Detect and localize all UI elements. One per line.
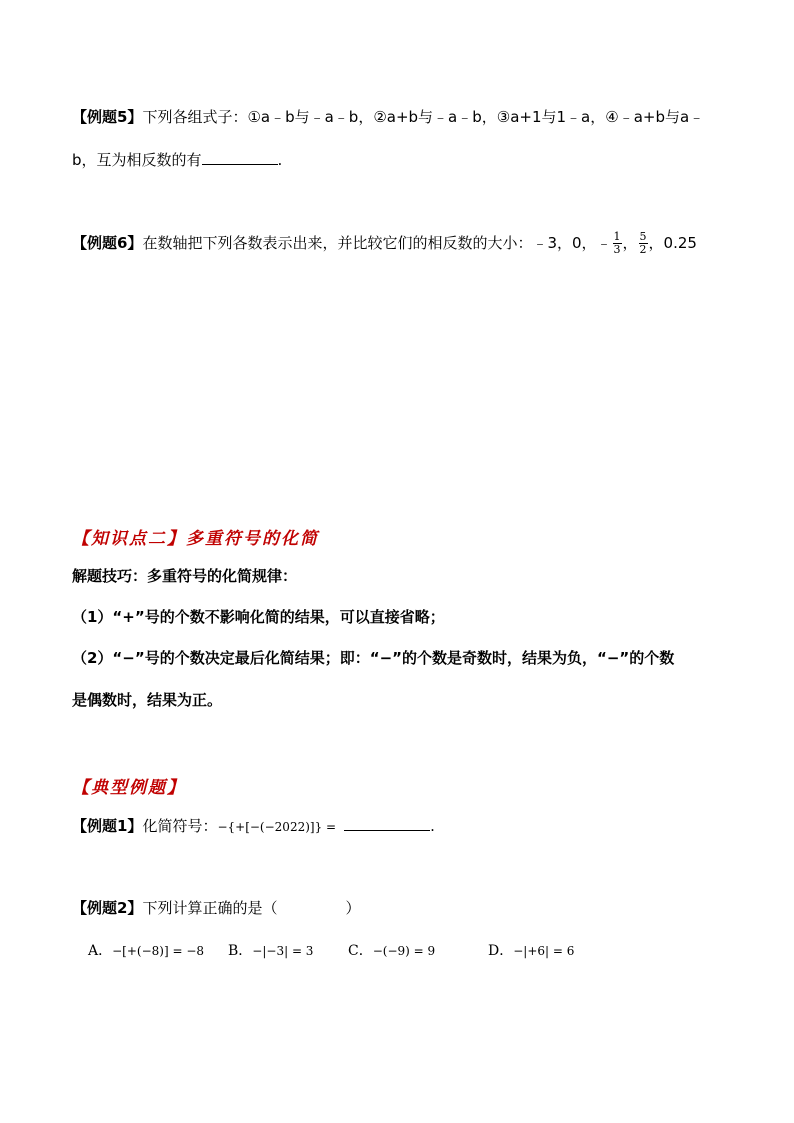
rule-2-line-1: （2）“−”号的个数决定最后化简结果；即：“−”的个数是奇数时，结果为负，“−”的个数 <box>72 649 675 667</box>
example-2-label: 【例题2】 <box>72 899 143 917</box>
fraction-one-third: $\frac{1}{3}$ <box>613 230 621 256</box>
example-6-text: 在数轴把下列各数表示出来，并比较它们的相反数的大小：﹣3，0，﹣ <box>142 234 612 252</box>
fraction-five-halves: $\frac{5}{2}$ <box>639 230 647 256</box>
example-5-label: 【例题5】 <box>72 108 143 126</box>
answer-blank[interactable] <box>344 816 430 831</box>
option-c[interactable]: C．−(−9) = 9 <box>348 943 436 959</box>
period: . <box>277 151 283 169</box>
example-1-line <box>72 815 435 838</box>
example-1-text: 化简符号： <box>142 817 218 835</box>
option-b[interactable]: B．−|−3| = 3 <box>228 943 314 959</box>
example-6-label: 【例题6】 <box>72 234 143 252</box>
example-1-expression: −{+[−(−2022)]} = <box>217 820 337 834</box>
example-6-line: 【例题6】在数轴把下列各数表示出来，并比较它们的相反数的大小：﹣3，0，﹣ $\frac{1}{3}$ ， $\frac{5}{2}$ ，0.25 <box>72 230 697 256</box>
section-heading: 【知识点二】多重符号的化简 <box>72 529 319 549</box>
rule-1: （1）“+”号的个数不影响化简的结果，可以直接省略； <box>72 608 445 626</box>
rule-2-line-2: 是偶数时，结果为正。 <box>72 691 223 709</box>
answer-blank[interactable] <box>202 150 278 165</box>
example-5-line-2 <box>72 149 282 171</box>
example-2-text: 下列计算正确的是（ <box>142 899 278 917</box>
example-6-tail: ，0.25 <box>648 234 697 252</box>
period: . <box>430 817 435 835</box>
example-2-line: 【例题2】下列计算正确的是（ ） <box>72 899 361 917</box>
typical-examples-heading: 【典型例题】 <box>72 778 186 798</box>
example-5-text-cont: b，互为相反数的有 <box>72 151 202 169</box>
example-5-text: 下列各组式子：①a﹣b与﹣a﹣b，②a+b与﹣a﹣b，③a+1与1﹣a，④﹣a+b与a﹣ <box>142 108 705 126</box>
example-5-line-1 <box>72 106 704 128</box>
option-a[interactable]: A．−[+(−8)] = −8 <box>88 943 205 959</box>
example-1-label: 【例题1】 <box>72 817 143 835</box>
option-d[interactable]: D．−|+6| = 6 <box>488 943 575 959</box>
tip-title: 解题技巧：多重符号的化简规律： <box>72 567 298 585</box>
